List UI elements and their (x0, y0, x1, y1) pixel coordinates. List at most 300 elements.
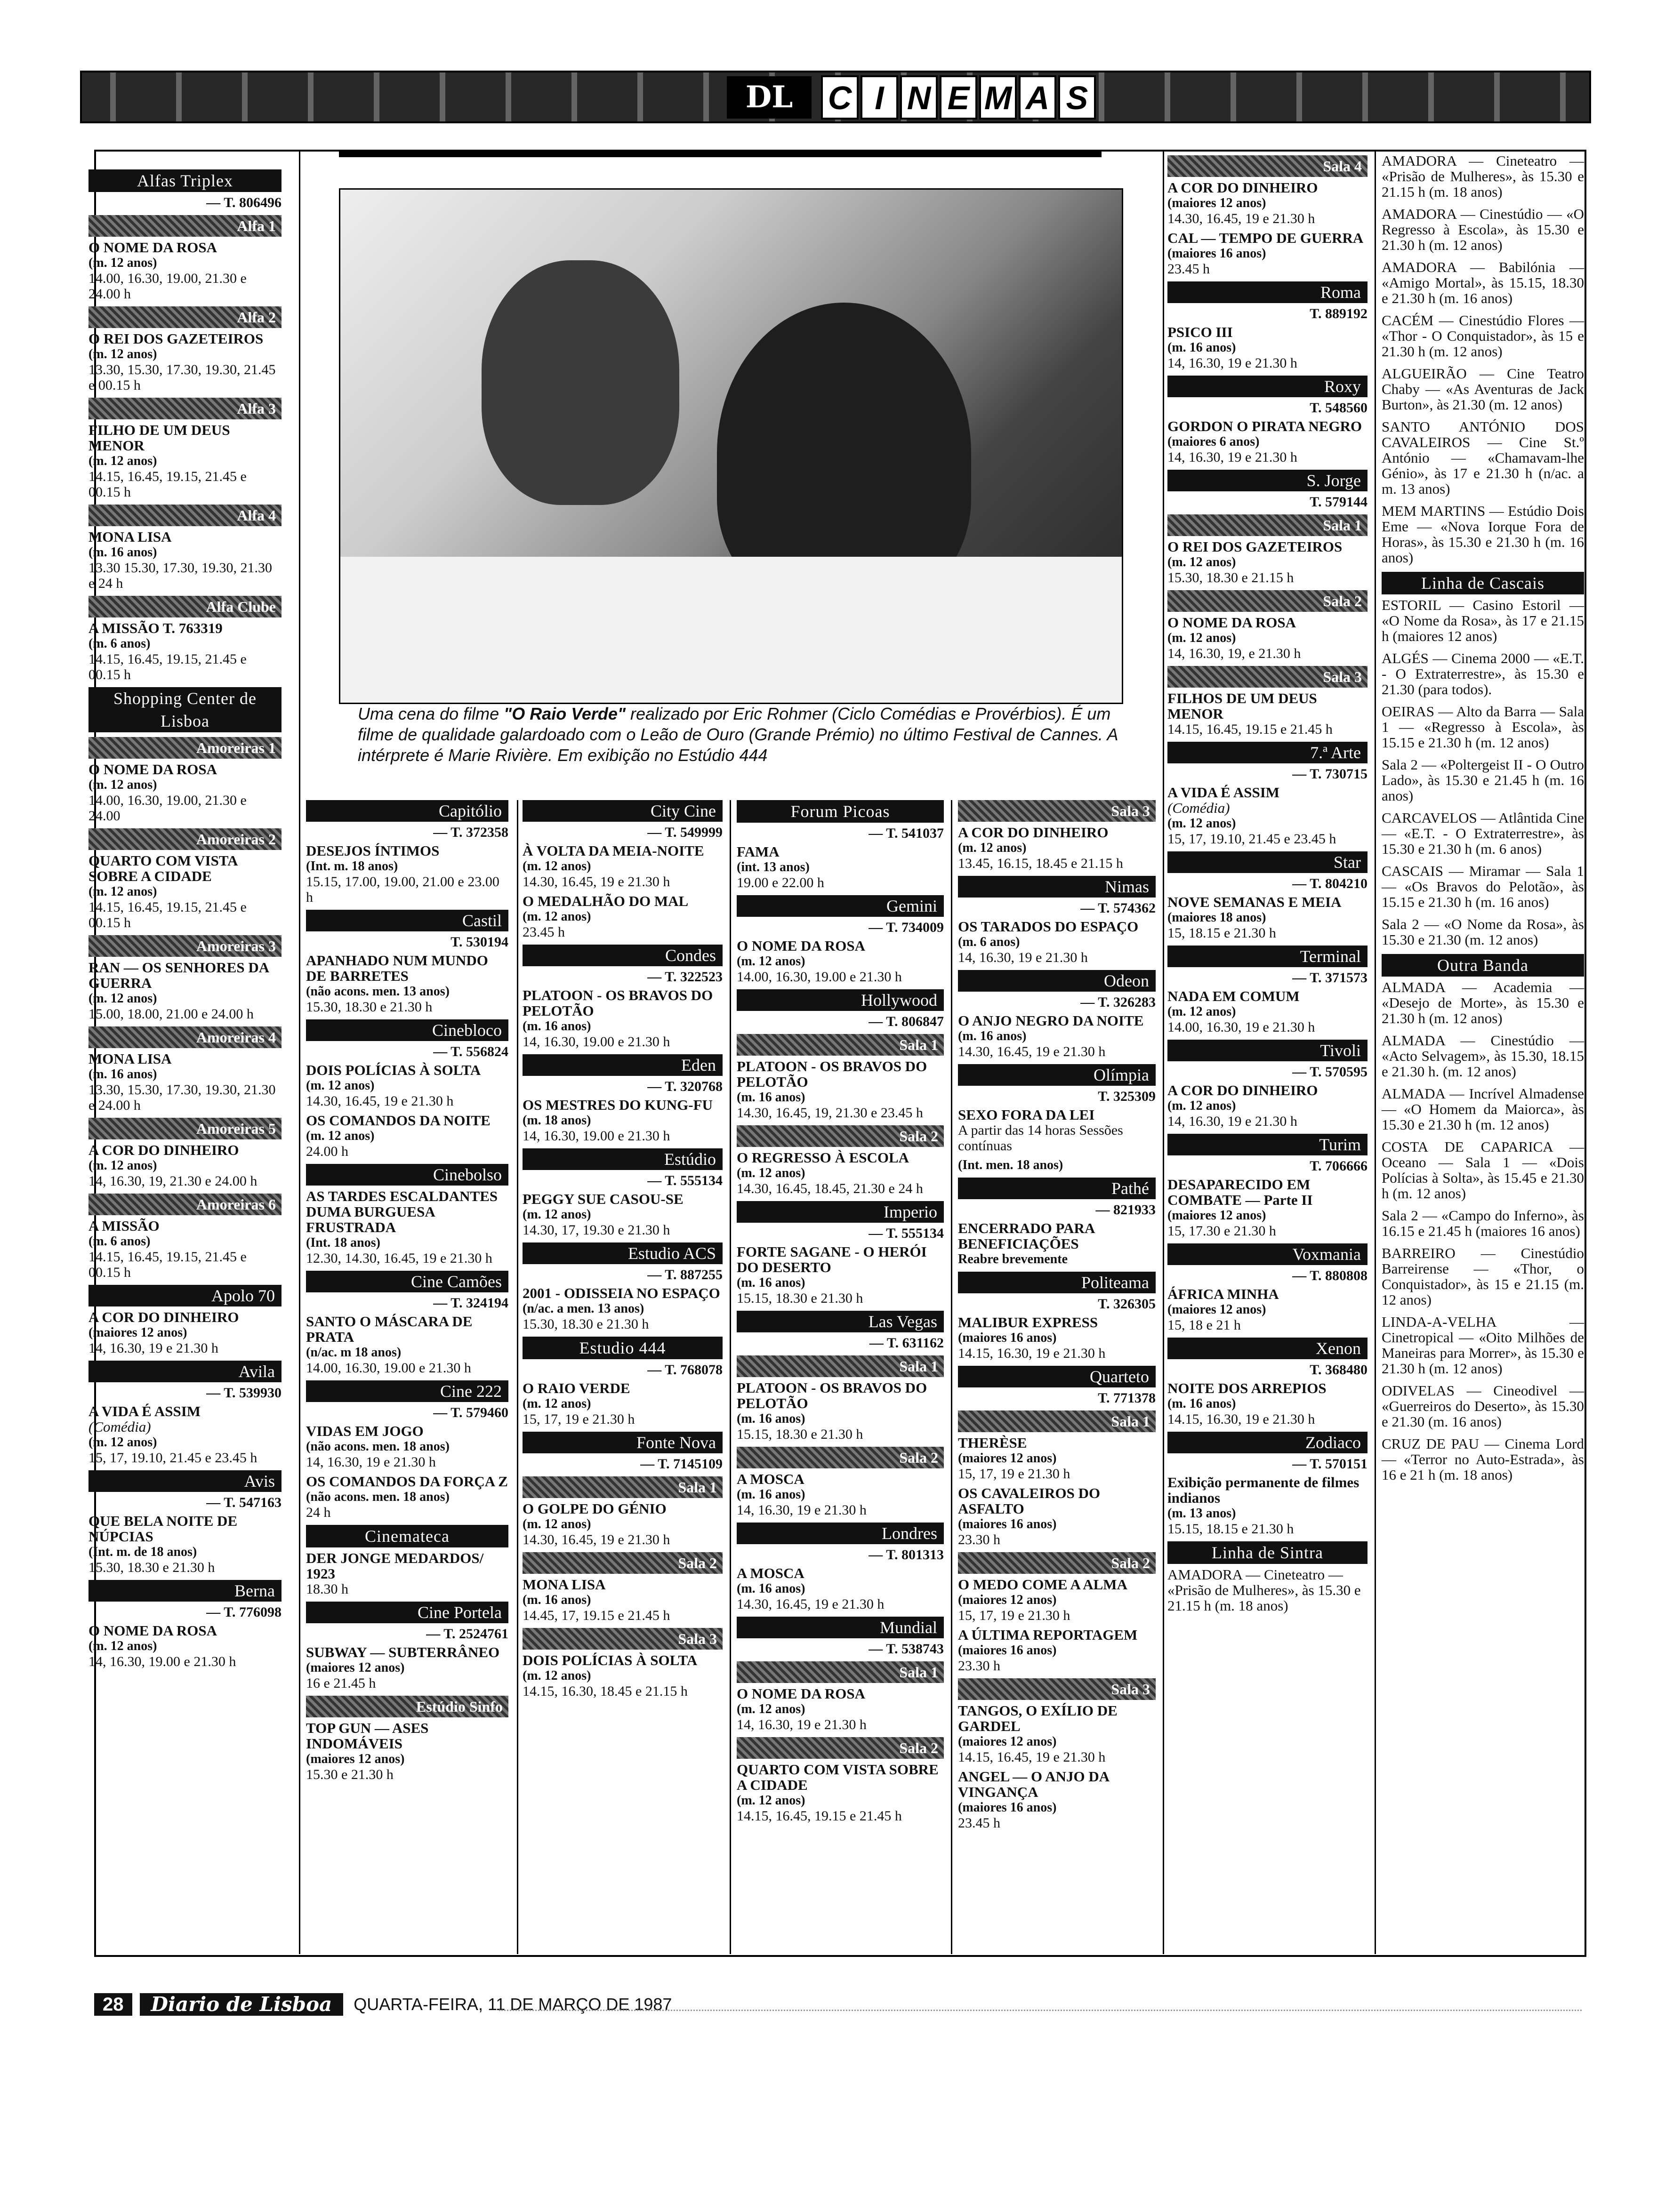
listing-entry: BARREIRO — Cinestúdio Barreirense — «Thor, o Conquistador», às 15 e 21.15 (m. 12 anos) (1382, 1245, 1584, 1308)
phone-number: — T. 887255 (647, 1267, 723, 1282)
age-rating: (maiores 12 anos) (306, 1660, 405, 1675)
showtimes: 14.30, 16.45, 19, 21.30 e 23.45 h (737, 1105, 923, 1121)
age-rating: (m. 12 anos) (1167, 631, 1236, 645)
phone-number: — T. 734009 (869, 920, 944, 935)
age-rating: (m. 16 anos) (737, 1411, 805, 1426)
cinema-heading: Star (1167, 851, 1367, 873)
showtimes: 14.00, 16.30, 19.00 e 21.30 h (737, 969, 902, 985)
listing-entry: ODIVELAS — Cineodivel — «Guerreiros do Deserto», às 15.30 e 21.30 (m. 16 anos) (1382, 1382, 1584, 1430)
phone-number: T. 325309 (1098, 1089, 1156, 1104)
film-title: FILHOS DE UM DEUS MENOR (1167, 690, 1317, 722)
cinema-heading: Cinebolso (306, 1164, 508, 1186)
phone-number: T. 579144 (1310, 494, 1367, 510)
phone-number: T. 889192 (1310, 306, 1367, 321)
screen-label: Sala 3 (958, 1678, 1156, 1700)
film-title: A COR DO DINHEIRO (1167, 179, 1318, 196)
age-rating: (m. 12 anos) (88, 256, 157, 270)
showtimes: 15.30 e 21.30 h (306, 1767, 394, 1782)
phone-number: T. 368480 (1310, 1362, 1367, 1378)
cinema-heading: Estúdio (523, 1148, 723, 1170)
screen-label: Sala 2 (958, 1552, 1156, 1574)
screen-label: Amoreiras 6 (88, 1194, 282, 1215)
section-letter: E (940, 75, 977, 120)
phone-number: — T. 2524761 (426, 1626, 508, 1642)
screen-label: Sala 1 (737, 1661, 944, 1683)
showtimes: 14.30, 16.45, 19 e 21.30 h (958, 1044, 1106, 1059)
table-foreground (340, 557, 1122, 703)
age-rating: (m. 16 anos) (523, 1019, 591, 1034)
showtimes: 15.30, 18.30 e 21.15 h (1167, 570, 1294, 585)
film-title: O ANJO NEGRO DA NOITE (958, 1012, 1144, 1029)
film-title: QUARTO COM VISTA SOBRE A CIDADE (88, 852, 237, 884)
film-title: O GOLPE DO GÉNIO (523, 1500, 667, 1517)
age-rating: (n/ac. a men. 13 anos) (523, 1301, 644, 1316)
showtimes: 15.00, 18.00, 21.00 e 24.00 h (88, 1006, 254, 1022)
cinema-heading: Olímpia (958, 1064, 1156, 1086)
age-rating: (m. 12 anos) (523, 909, 591, 924)
cinema-heading: Avila (88, 1361, 282, 1382)
age-rating: (m. 18 anos) (523, 1113, 591, 1128)
listing-entry: COSTA DE CAPARICA — Oceano — Sala 1 — «Dois Polícias à Solta», às 15.45 e 21.30 h (m. 12 anos) (1382, 1138, 1584, 1202)
age-rating: (maiores 12 anos) (958, 1734, 1057, 1749)
showtimes: 24.00 h (306, 1144, 348, 1159)
age-rating: (m. 12 anos) (306, 1078, 375, 1093)
showtimes: 14.15, 16.30, 19 e 21.30 h (1167, 1411, 1315, 1427)
masthead: Diario de Lisboa (140, 1993, 344, 2016)
screen-label: Sala 4 (1167, 155, 1367, 177)
screen-label: Sala 3 (523, 1628, 723, 1650)
film-title: DESAPARECIDO EM COMBATE — Parte II (1167, 1176, 1313, 1208)
showtimes: 15, 18.15 e 21.30 h (1167, 925, 1276, 941)
age-rating: (maiores 12 anos) (958, 1451, 1057, 1466)
film-title: A COR DO DINHEIRO (88, 1142, 239, 1158)
film-title: A VIDA É ASSIM (88, 1403, 201, 1419)
showtimes: 23.45 h (523, 924, 565, 940)
cinema-heading: Cine Camões (306, 1271, 508, 1292)
listings-column-6 (1167, 151, 1367, 1620)
column-rule (1163, 152, 1164, 1954)
showtimes: 14.00, 16.30, 19.00 e 21.30 h (306, 1360, 471, 1376)
cinema-heading: Fonte Nova (523, 1432, 723, 1453)
section-letter: C (821, 75, 859, 120)
film-title: MALIBUR EXPRESS (958, 1314, 1098, 1330)
showtimes: 18.30 h (306, 1581, 348, 1597)
screen-label: Sala 2 (737, 1447, 944, 1468)
cinema-heading: Alfas Triplex (88, 169, 282, 192)
film-title: GORDON O PIRATA NEGRO (1167, 418, 1362, 434)
cinema-heading: Condes (523, 945, 723, 966)
age-rating: (Int. m. de 18 anos) (88, 1545, 197, 1559)
cinema-heading: City Cine (523, 800, 723, 822)
showtimes: 13.30, 15.30, 17.30, 19.30, 21.45 e 00.15 h (88, 362, 276, 393)
phone-number: — T. 801313 (869, 1547, 944, 1563)
film-title: DER JONGE MEDARDOS/ 1923 (306, 1550, 484, 1582)
photo-top-rule (339, 152, 1102, 157)
cinema-heading: Politeama (958, 1272, 1156, 1293)
showtimes: 15, 17, 19 e 21.30 h (958, 1466, 1070, 1482)
showtimes: 15.15, 17.00, 19.00, 21.00 e 23.00 h (306, 874, 499, 905)
section-letter: M (979, 75, 1017, 120)
showtimes: 14.30, 16.45, 19 e 21.30 h (1167, 211, 1315, 226)
cinema-heading: Xenon (1167, 1338, 1367, 1359)
showtimes: 14.15, 16.45, 19.15, 21.45 e 00.15 h (88, 1249, 247, 1280)
film-title: FORTE SAGANE - O HERÓI DO DESERTO (737, 1243, 927, 1275)
phone-number: — T. 556824 (433, 1044, 508, 1059)
age-rating: (maiores 12 anos) (306, 1752, 405, 1766)
film-genre: (Comédia) (88, 1419, 151, 1435)
screen-label: Sala 3 (1167, 666, 1367, 688)
listing-entry: Sala 2 — «Campo do Inferno», às 16.15 e 21.45 h (maiores 16 anos) (1382, 1207, 1584, 1239)
screen-label: Sala 1 (1167, 514, 1367, 536)
phone-number: T. 326305 (1098, 1296, 1156, 1312)
screen-label: Amoreiras 2 (88, 828, 282, 850)
film-title: PSICO III (1167, 324, 1233, 340)
film-title: PEGGY SUE CASOU-SE (523, 1191, 684, 1207)
cinema-heading: Gemini (737, 895, 944, 917)
age-rating: (m. 12 anos) (88, 991, 157, 1006)
phone-number: T. 771378 (1098, 1390, 1156, 1406)
age-rating: (maiores 12 anos) (958, 1593, 1057, 1607)
showtimes: 13.30 15.30, 17.30, 19.30, 21.30 e 24 h (88, 560, 272, 591)
film-title: O REI DOS GAZETEIROS (1167, 538, 1343, 555)
showtimes: 23.30 h (958, 1658, 1000, 1674)
age-rating: (m. 12 anos) (1167, 1004, 1236, 1019)
cinema-heading: Roxy (1167, 376, 1367, 397)
listings-column-4 (737, 795, 944, 1827)
film-title: O MEDO COME A ALMA (958, 1576, 1127, 1593)
cinema-heading: Berna (88, 1580, 282, 1602)
film-title: A COR DO DINHEIRO (1167, 1082, 1318, 1098)
listing-entry: Sala 2 — «Poltergeist II - O Outro Lado», às 15.30 e 21.45 h (m. 16 anos) (1382, 756, 1584, 804)
showtimes: 23.30 h (958, 1532, 1000, 1547)
listings-column-2 (306, 795, 508, 1786)
phone-number: — T. 549999 (647, 825, 723, 840)
showtimes: 15.15, 18.30 e 21.30 h (737, 1427, 863, 1442)
showtimes: 23.45 h (958, 1815, 1000, 1831)
film-title: THERÈSE (958, 1435, 1027, 1451)
film-title: FAMA (737, 843, 780, 860)
film-title: DESEJOS ÍNTIMOS (306, 842, 440, 859)
listing-entry: ESTORIL — Casino Estoril — «O Nome da Rosa», às 17 e 21.15 h (maiores 12 anos) (1382, 597, 1584, 644)
column-rule (1375, 152, 1376, 1954)
phone-number: — T. 7145109 (640, 1456, 723, 1472)
showtimes: 14.15, 16.45, 19.15 e 21.45 h (737, 1808, 902, 1824)
listing-entry: CACÉM — Cinestúdio Flores — «Thor - O Conquistador», às 15 e 21.30 h (m. 12 anos) (1382, 312, 1584, 360)
cinema-heading: S. Jorge (1167, 470, 1367, 491)
age-rating: (m. 16 anos) (737, 1275, 805, 1290)
age-rating: (m. 13 anos) (1167, 1506, 1236, 1521)
listing-entry: LINDA-A-VELHA — Cinetropical — «Oito Milhões de Maneiras para Morrer», às 15.30 e 21.30 h (m. 12 anos) (1382, 1314, 1584, 1377)
showtimes: 14.30, 16.45, 19 e 21.30 h (306, 1093, 454, 1109)
age-rating: Reabre brevemente (958, 1252, 1068, 1266)
film-title: SEXO FORA DA LEI (958, 1106, 1095, 1123)
listing-entry: CRUZ DE PAU — Cinema Lord — «Terror no Auto-Estrada», às 16 e 21 h (m. 18 anos) (1382, 1435, 1584, 1483)
film-title: O MEDALHÃO DO MAL (523, 893, 689, 909)
caption-film-title: "O Raio Verde" (504, 704, 626, 723)
listing-entry: ALMADA — Cinestúdio — «Acto Selvagem», às 15.30, 18.15 e 21.30 h. (m. 12 anos) (1382, 1032, 1584, 1080)
phone-number: — T. 541037 (869, 825, 944, 841)
phone-number: — T. 326283 (1080, 994, 1156, 1010)
film-title: PLATOON - OS BRAVOS DO PELOTÃO (737, 1058, 927, 1090)
film-title: QUARTO COM VISTA SOBRE A CIDADE (737, 1761, 939, 1793)
film-title: A COR DO DINHEIRO (958, 824, 1109, 841)
age-rating: (m. 12 anos) (88, 1435, 157, 1450)
age-rating: (m. 12 anos) (737, 954, 805, 969)
film-title: PLATOON - OS BRAVOS DO PELOTÃO (737, 1379, 927, 1411)
age-rating: (maiores 12 anos) (1167, 1302, 1266, 1317)
showtimes: A partir das 14 horas Sessões contínuas (958, 1122, 1123, 1154)
cinema-heading: Cinebloco (306, 1019, 508, 1041)
age-rating: (maiores 16 anos) (1167, 246, 1266, 261)
showtimes: 16 e 21.45 h (306, 1675, 376, 1691)
listing-entry: SANTO ANTÓNIO DOS CAVALEIROS — Cine St.º António — «Chamavam-lhe Génio», às 17 e 21.30 h (n/ac. a m. 13 anos) (1382, 418, 1584, 497)
film-title: A MOSCA (737, 1565, 804, 1581)
cinema-heading: Londres (737, 1523, 944, 1544)
age-rating: (não acons. men. 13 anos) (306, 984, 450, 999)
screen-label: Alfa 4 (88, 505, 282, 526)
section-letter: S (1058, 75, 1096, 120)
dl-logo: DL (727, 76, 812, 119)
photo-caption (358, 704, 1120, 766)
cinema-heading: Estudio ACS (523, 1242, 723, 1264)
age-rating: (m. 12 anos) (306, 1129, 375, 1143)
film-title: 2001 - ODISSEIA NO ESPAÇO (523, 1285, 720, 1301)
phone-number: — T. 324194 (433, 1295, 508, 1311)
age-rating: (m. 12 anos) (88, 1158, 157, 1173)
screen-label: Amoreiras 3 (88, 935, 282, 957)
listing-entry: AMADORA — Babilónia — «Amigo Mortal», às 15.15, 18.30 e 21.30 h (m. 16 anos) (1382, 259, 1584, 306)
showtimes: 19.00 e 22.00 h (737, 875, 824, 890)
age-rating: (maiores 16 anos) (958, 1800, 1057, 1815)
showtimes: 14, 16.30, 19 e 21.30 h (306, 1454, 436, 1470)
age-rating: (não acons. men. 18 anos) (306, 1490, 450, 1504)
film-title: A VIDA É ASSIM (1167, 784, 1280, 801)
cinema-heading: Odeon (958, 970, 1156, 992)
showtimes: 14, 16.30, 19 e 21.30 h (88, 1340, 218, 1356)
film-title: A MOSCA (737, 1471, 804, 1487)
listing-entry: OEIRAS — Alto da Barra — Sala 1 — «Regresso à Escola», às 15.15 e 21.30 h (m. 12 anos) (1382, 703, 1584, 751)
showtimes: 14, 16.30, 19 e 21.30 h (737, 1502, 867, 1518)
age-rating: (m. 16 anos) (1167, 340, 1236, 355)
showtimes: 14.15, 16.30, 18.45 e 21.15 h (523, 1683, 688, 1699)
listing-entry: MEM MARTINS — Estúdio Dois Eme — «Nova Iorque Fora de Horas», às 15.30 e 21.30 h (m. 16 anos) (1382, 503, 1584, 566)
showtimes: 23.45 h (1167, 261, 1210, 277)
cinema-heading: Turim (1167, 1134, 1367, 1155)
showtimes: 14, 16.30, 19.00 e 21.30 h (523, 1128, 670, 1144)
age-rating: (m. 12 anos) (737, 1702, 805, 1716)
cinema-heading: Eden (523, 1054, 723, 1076)
cinema-heading: Quarteto (958, 1366, 1156, 1387)
phone-number: — T. 768078 (647, 1362, 723, 1378)
film-title: OS MESTRES DO KUNG-FU (523, 1097, 713, 1113)
phone-number: T. 706666 (1310, 1158, 1367, 1174)
showtimes: 15.30, 18.30 e 21.30 h (523, 1316, 649, 1332)
film-title: OS COMANDOS DA FORÇA Z (306, 1473, 508, 1490)
cinema-heading: Linha de Sintra (1167, 1541, 1367, 1564)
showtimes: 14, 16.30, 19.00 e 21.30 h (88, 1654, 236, 1669)
showtimes: 14.00, 16.30, 19.00, 21.30 e 24.00 (88, 793, 247, 824)
cinema-heading: Nimas (958, 876, 1156, 898)
film-title: MONA LISA (523, 1576, 606, 1593)
showtimes: 15.15, 18.15 e 21.30 h (1167, 1521, 1294, 1537)
film-title: CAL — TEMPO DE GUERRA (1167, 230, 1364, 246)
screen-label: Estúdio Sinfo (306, 1696, 508, 1717)
screen-label: Sala 2 (737, 1737, 944, 1759)
age-rating: (m. 12 anos) (1167, 555, 1236, 569)
phone-number: — T. 776098 (206, 1604, 282, 1620)
age-rating: (maiores 16 anos) (958, 1517, 1057, 1531)
age-rating: (m. 12 anos) (1167, 816, 1236, 831)
page-number: 28 (94, 1993, 132, 2016)
age-rating: (m. 12 anos) (523, 1517, 591, 1531)
age-rating: (m. 6 anos) (958, 935, 1020, 949)
screen-label: Alfa Clube (88, 596, 282, 617)
screen-label: Sala 1 (958, 1411, 1156, 1432)
showtimes: 14, 16.30, 19 e 21.30 h (1167, 1114, 1297, 1129)
phone-number: — T. 555134 (869, 1226, 944, 1241)
age-rating: (m. 12 anos) (523, 859, 591, 874)
column-rule (299, 152, 300, 1954)
listing-entry: ALMADA — Academia — «Desejo de Morte», às 15.30 e 21.30 h (m. 12 anos) (1382, 979, 1584, 1026)
showtimes: 15, 17, 19 e 21.30 h (523, 1411, 635, 1427)
age-rating: (maiores 16 anos) (958, 1330, 1057, 1345)
film-title: OS TARADOS DO ESPAÇO (958, 918, 1139, 935)
listing-entry: CARCAVELOS — Atlântida Cine — «E.T. - O Extraterrestre», às 15.30 e 21.30 h (m. 6 anos) (1382, 809, 1584, 857)
showtimes: 24 h (306, 1505, 331, 1520)
showtimes: 14, 16.30, 19 e 21.30 h (737, 1717, 867, 1732)
cinema-heading: 7.ª Arte (1167, 742, 1367, 763)
phone-number: T. 548560 (1310, 400, 1367, 416)
age-rating: (n/ac. m 18 anos) (306, 1345, 402, 1360)
showtimes: 14, 16.30, 19, e 21.30 h (1167, 646, 1301, 661)
film-title: PLATOON - OS BRAVOS DO PELOTÃO (523, 987, 713, 1019)
age-rating: (m. 16 anos) (958, 1029, 1027, 1043)
film-title: A ÚLTIMA REPORTAGEM (958, 1627, 1138, 1643)
age-rating: (m. 16 anos) (88, 545, 157, 560)
film-title: A MISSÃO T. 763319 (88, 620, 223, 636)
section-title (821, 75, 1098, 120)
phone-number: — T. 579460 (433, 1405, 508, 1420)
phone-number: — 821933 (1095, 1202, 1156, 1218)
cinema-heading: Imperio (737, 1201, 944, 1223)
screen-label: Sala 2 (523, 1552, 723, 1574)
showtimes: 14, 16.30, 19, 21.30 e 24.00 h (88, 1173, 257, 1189)
film-title: O NOME DA ROSA (737, 938, 865, 954)
column-rule (517, 800, 518, 1954)
cinema-heading: Zodiaco (1167, 1432, 1367, 1453)
cinema-heading: Cine Portela (306, 1602, 508, 1623)
film-title: ANGEL — O ANJO DA VINGANÇA (958, 1768, 1109, 1800)
age-rating: (int. 13 anos) (737, 860, 810, 874)
film-title: O NOME DA ROSA (88, 761, 217, 777)
showtimes: 13.30, 15.30, 17.30, 19.30, 21.30 e 24.00 h (88, 1082, 276, 1113)
listing-entry: AMADORA — Cineteatro — «Prisão de Mulheres», às 15.30 e 21.15 h (m. 18 anos) (1382, 152, 1584, 200)
film-title: MONA LISA (88, 1050, 172, 1067)
section-letter: I (861, 75, 898, 120)
cinema-heading: Apolo 70 (88, 1285, 282, 1306)
phone-number: — T. 570151 (1292, 1456, 1367, 1472)
cinema-heading: Capitólio (306, 800, 508, 822)
film-title: DOIS POLÍCIAS À SOLTA (306, 1062, 481, 1078)
cinema-heading: Cine 222 (306, 1380, 508, 1402)
showtimes: 14.15, 16.45, 19.15, 21.45 e 00.15 h (88, 899, 247, 930)
screen-label: Sala 3 (958, 800, 1156, 822)
screen-label: Amoreiras 4 (88, 1026, 282, 1048)
phone-number: — T. 322523 (647, 969, 723, 985)
age-rating: (Int. men. 18 anos) (958, 1158, 1063, 1172)
age-rating: (m. 12 anos) (958, 841, 1027, 855)
film-title: TOP GUN — ASES INDOMÁVEIS (306, 1720, 429, 1752)
film-genre: (Comédia) (1167, 800, 1230, 816)
cinema-heading: Forum Picoas (737, 800, 944, 823)
film-still-photo (339, 188, 1123, 704)
showtimes: 14.15, 16.45, 19 e 21.30 h (958, 1749, 1106, 1765)
phone-number: — T. 539930 (206, 1385, 282, 1401)
showtimes: 15, 17.30 e 21.30 h (1167, 1223, 1276, 1239)
phone-number: T. 530194 (450, 934, 508, 950)
showtimes: 15.30, 18.30 e 21.30 h (306, 999, 433, 1015)
showtimes: 14.00, 16.30, 19 e 21.30 h (1167, 1019, 1315, 1035)
age-rating: (m. 12 anos) (523, 1207, 591, 1222)
age-rating: (m. 12 anos) (523, 1396, 591, 1411)
section-header (80, 71, 1591, 123)
film-title: A COR DO DINHEIRO (88, 1309, 239, 1325)
showtimes: 14.30, 16.45, 19 e 21.30 h (737, 1596, 885, 1612)
screen-label: Amoreiras 5 (88, 1118, 282, 1139)
listings-column-5 (958, 795, 1156, 1835)
film-title: O NOME DA ROSA (1167, 614, 1296, 631)
film-title: OS COMANDOS DA NOITE (306, 1112, 491, 1129)
age-rating: (maiores 16 anos) (958, 1643, 1057, 1658)
listing-entry: Sala 2 — «O Nome da Rosa», às 15.30 e 21.30 (m. 12 anos) (1382, 916, 1584, 948)
film-title: O NOME DA ROSA (88, 239, 217, 256)
issue-date: QUARTA-FEIRA, 11 DE MARÇO DE 1987 (354, 1995, 672, 2014)
film-title: A MISSÃO (88, 1218, 160, 1234)
listings-column-7 (1382, 153, 1584, 1489)
column-rule (951, 800, 952, 1954)
phone-number: — T. 730715 (1292, 766, 1367, 782)
cinema-heading: Outra Banda (1382, 954, 1584, 977)
phone-number: — T. 538743 (869, 1641, 944, 1657)
section-letter: A (1019, 75, 1056, 120)
age-rating: (m. 16 anos) (523, 1593, 591, 1607)
screen-label: Alfa 2 (88, 306, 282, 328)
listing-entry: AMADORA — Cinestúdio — «O Regresso à Escola», às 15.30 e 21.30 h (m. 12 anos) (1382, 206, 1584, 253)
age-rating: (m. 12 anos) (88, 454, 157, 468)
age-rating: (m. 12 anos) (737, 1166, 805, 1180)
page-footer (94, 1993, 672, 2016)
age-rating: (maiores 6 anos) (1167, 434, 1260, 449)
caption-lead: Uma cena do filme (358, 704, 504, 723)
showtimes: 14, 16.30, 19 e 21.30 h (1167, 449, 1297, 465)
film-title: NOVE SEMANAS E MEIA (1167, 894, 1342, 910)
film-title: AS TARDES ESCALDANTES DUMA BURGUESA FRUSTRADA (306, 1188, 498, 1235)
phone-number: — T. 555134 (647, 1173, 723, 1188)
phone-number: — T. 804210 (1292, 876, 1367, 891)
cinema-heading: Las Vegas (737, 1311, 944, 1332)
phone-number: — T. 806496 (206, 195, 282, 210)
showtimes: 14.15, 16.30, 19 e 21.30 h (958, 1346, 1106, 1361)
showtimes: 14, 16.30, 19 e 21.30 h (1167, 355, 1297, 371)
film-title: Exibição permanente de filmes indianos (1167, 1474, 1359, 1506)
cinema-heading: Hollywood (737, 989, 944, 1011)
film-title: APANHADO NUM MUNDO DE BARRETES (306, 952, 488, 984)
phone-number: — T. 372358 (433, 825, 508, 840)
screen-label: Amoreiras 1 (88, 737, 282, 759)
cinema-heading: Tivoli (1167, 1040, 1367, 1061)
film-title: DOIS POLÍCIAS À SOLTA (523, 1652, 698, 1668)
listing-entry: ALGÉS — Cinema 2000 — «E.T. - O Extraterrestre», às 15.30 e 21.30 (para todos). (1382, 650, 1584, 697)
